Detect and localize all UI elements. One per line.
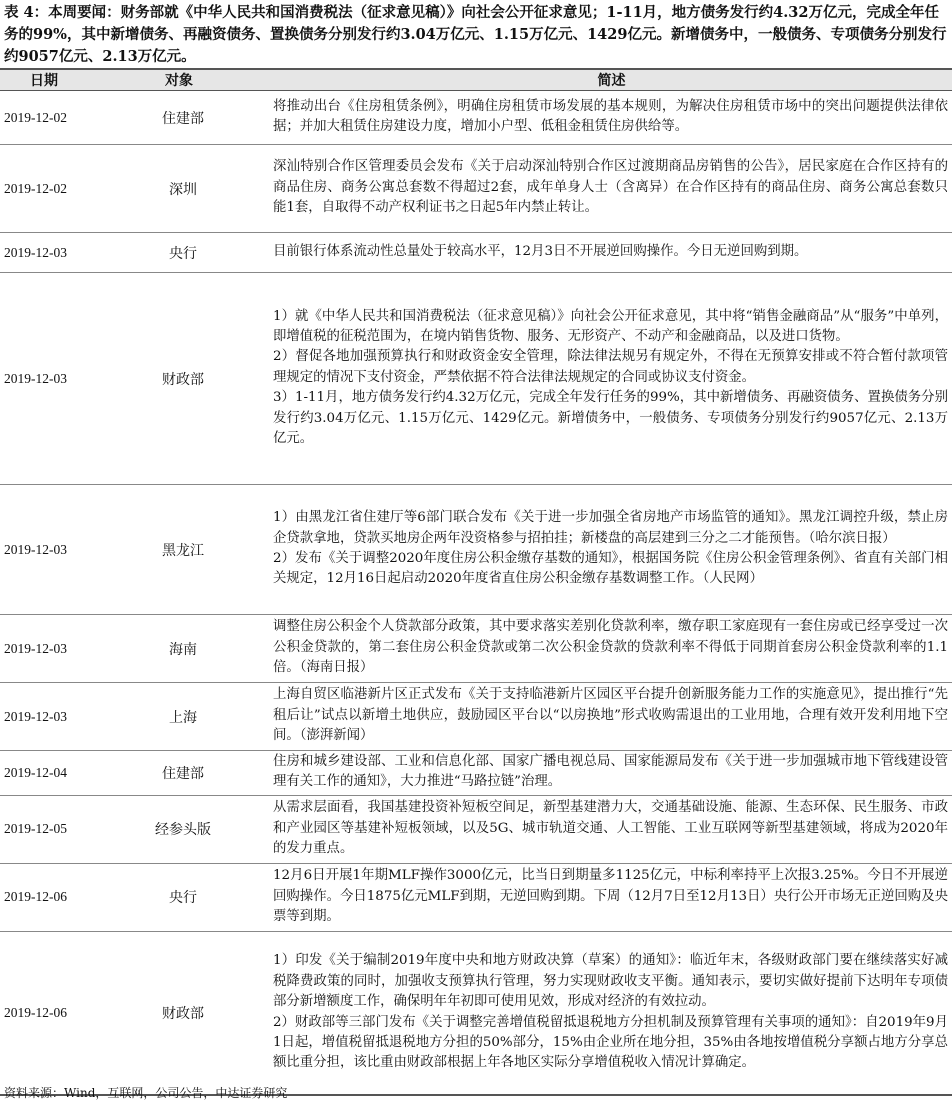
description-paragraph: 2）财政部等三部门发布《关于调整完善增值税留抵退税地方分担机制及预算管理有关事项的通知》：自2019年9月1日起，增值税留抵退税地方分担的50%部分，15%由企业所在地分担，35%由各地按增值税分享额占地方分享总额比重分担，该比重由财政部根据上年各地区实际分享增值税收入情况计算确定。 <box>273 1014 948 1071</box>
table-row <box>0 615 952 683</box>
description-paragraph: 上海自贸区临港新片区正式发布《关于支持临港新片区园区平台提升创新服务能力工作的实施意见》，提出推行“先租后让”试点以新增土地供应，鼓励园区平台以“以房换地”形式收购需退出的工业用地，合理有效开发利用地下空间。（澎湃新闻） <box>273 687 948 744</box>
row-description <box>271 931 952 1095</box>
table-row <box>0 795 952 863</box>
description-paragraph: 1）由黑龙江省住建厅等6部门联合发布《关于进一步加强全省房地产市场监管的通知》。黑龙江调控升级，禁止房企贷款拿地，贷款买地房企两年没资格参与招拍挂；新楼盘的高层建到三分之二才能预售。（哈尔滨日报） <box>273 510 948 546</box>
row-date: 2019-12-06 <box>0 931 95 1095</box>
news-table <box>0 68 952 1096</box>
description-paragraph: 调整住房公积金个人贷款部分政策，其中要求落实差别化贷款利率，缴存职工家庭现有一套住房或已经享受过一次公积金贷款的，第二套住房公积金贷款或第二次公积金贷款的贷款利率不得低于同期首套房公积金贷款利率的1.1倍。（海南日报） <box>273 619 948 676</box>
table-row <box>0 145 952 233</box>
row-party: 财政部 <box>95 931 271 1095</box>
description-paragraph: 1）印发《关于编制2019年度中央和地方财政决算（草案）的通知》：临近年末，各级财政部门要在继续落实好减税降费政策的同时，加强收支预算执行管理，努力实现财政收支平衡。通知表示，要切实做好提前下达明年专项债部分新增额度工作，确保明年年初即可使用见效，形成对经济的有效拉动。 <box>273 953 948 1010</box>
row-description <box>271 751 952 796</box>
header-desc: 简述 <box>271 69 952 91</box>
row-party: 央行 <box>95 863 271 931</box>
table-header-row <box>0 69 952 91</box>
header-party: 对象 <box>95 69 271 91</box>
table-row <box>0 91 952 145</box>
table-row <box>0 233 952 273</box>
row-party: 海南 <box>95 615 271 683</box>
row-date: 2019-12-03 <box>0 485 95 615</box>
row-description <box>271 145 952 233</box>
row-description <box>271 233 952 273</box>
row-description <box>271 795 952 863</box>
row-party: 经参头版 <box>95 795 271 863</box>
row-description <box>271 91 952 145</box>
row-description <box>271 485 952 615</box>
row-date: 2019-12-03 <box>0 273 95 485</box>
row-description <box>271 863 952 931</box>
table-row <box>0 863 952 931</box>
table-caption: 表 4：本周要闻：财务部就《中华人民共和国消费税法（征求意见稿）》向社会公开征求意见；1-11月，地方债务发行约4.32万亿元，完成全年任务的99%，其中新增债务、再融资债务、置换债务分别发行约3.04万亿元、1.15万亿元、1429亿元。新增债务中，一般债务、专项债务分别发行约9057亿元、2.13万亿元。 <box>4 4 947 65</box>
source-note: 资料来源：Wind，互联网，公司公告，中达证券研究 <box>4 1086 288 1100</box>
row-party: 央行 <box>95 233 271 273</box>
description-paragraph: 1）就《中华人民共和国消费税法（征求意见稿）》向社会公开征求意见，其中将“销售金融商品”从“服务”中单列，即增值税的征税范围为，在境内销售货物、服务、无形资产、不动产和金融商品，以及进口货物。 <box>273 308 948 344</box>
table-row <box>0 751 952 796</box>
row-description <box>271 683 952 751</box>
row-date: 2019-12-02 <box>0 145 95 233</box>
row-date: 2019-12-02 <box>0 91 95 145</box>
description-paragraph: 深汕特别合作区管理委员会发布《关于启动深汕特别合作区过渡期商品房销售的公告》，居民家庭在合作区持有的商品住房、商务公寓总套数不得超过2套，成年单身人士（含离异）在合作区持有的商品住房、商务公寓总套数只能1套，自取得不动产权利证书之日起5年内禁止转让。 <box>273 159 948 216</box>
row-date: 2019-12-04 <box>0 751 95 796</box>
table-row <box>0 683 952 751</box>
description-paragraph: 3）1-11月，地方债务发行约4.32万亿元，完成全年发行任务的99%，其中新增债务、再融资债务、置换债务分别发行约3.04万亿元、1.15万亿元、1429亿元。新增债务中，一般债务、专项债务分别发行约9057亿元、2.13万亿元。 <box>273 390 948 447</box>
row-date: 2019-12-03 <box>0 683 95 751</box>
row-date: 2019-12-03 <box>0 233 95 273</box>
row-party: 财政部 <box>95 273 271 485</box>
header-date: 日期 <box>0 69 95 91</box>
description-paragraph: 将推动出台《住房租赁条例》，明确住房租赁市场发展的基本规则，为解决住房租赁市场中的突出问题提供法律依据；并加大租赁住房建设力度，增加小户型、低租金租赁住房供给等。 <box>273 98 948 134</box>
table-row <box>0 931 952 1095</box>
table-row <box>0 485 952 615</box>
row-party: 上海 <box>95 683 271 751</box>
row-party: 黑龙江 <box>95 485 271 615</box>
row-date: 2019-12-03 <box>0 615 95 683</box>
description-paragraph: 2）督促各地加强预算执行和财政资金安全管理，除法律法规另有规定外，不得在无预算安排或不符合暂付款项管理规定的情况下支付资金，严禁依据不符合法律法规规定的合同或协议支付资金。 <box>273 349 948 385</box>
row-date: 2019-12-06 <box>0 863 95 931</box>
description-paragraph: 2）发布《关于调整2020年度住房公积金缴存基数的通知》，根据国务院《住房公积金管理条例》、省直有关部门相关规定，12月16日起启动2020年度省直住房公积金缴存基数调整工作。（人民网） <box>273 551 948 587</box>
description-paragraph: 从需求层面看，我国基建投资补短板空间足，新型基建潜力大，交通基础设施、能源、生态环保、民生服务、市政和产业园区等基建补短板领域，以及5G、城市轨道交通、人工智能、工业互联网等新型基建领域，将成为2020年的发力重点。 <box>273 800 948 857</box>
row-party: 住建部 <box>95 91 271 145</box>
description-paragraph: 目前银行体系流动性总量处于较高水平，12月3日不开展逆回购操作。今日无逆回购到期。 <box>273 243 808 259</box>
description-paragraph: 住房和城乡建设部、工业和信息化部、国家广播电视总局、国家能源局发布《关于进一步加强城市地下管线建设管理有关工作的通知》，大力推进“马路拉链”治理。 <box>273 754 948 790</box>
row-description <box>271 615 952 683</box>
table-row <box>0 273 952 485</box>
description-paragraph: 12月6日开展1年期MLF操作3000亿元，比当日到期量多1125亿元，中标利率持平上次报3.25%。今日不开展逆回购操作。今日1875亿元MLF到期，无逆回购到期。下周（12月7日至12月13日）央行公开市场无正逆回购及央票等到期。 <box>273 868 948 925</box>
row-party: 深圳 <box>95 145 271 233</box>
row-party: 住建部 <box>95 751 271 796</box>
row-description <box>271 273 952 485</box>
row-date: 2019-12-05 <box>0 795 95 863</box>
